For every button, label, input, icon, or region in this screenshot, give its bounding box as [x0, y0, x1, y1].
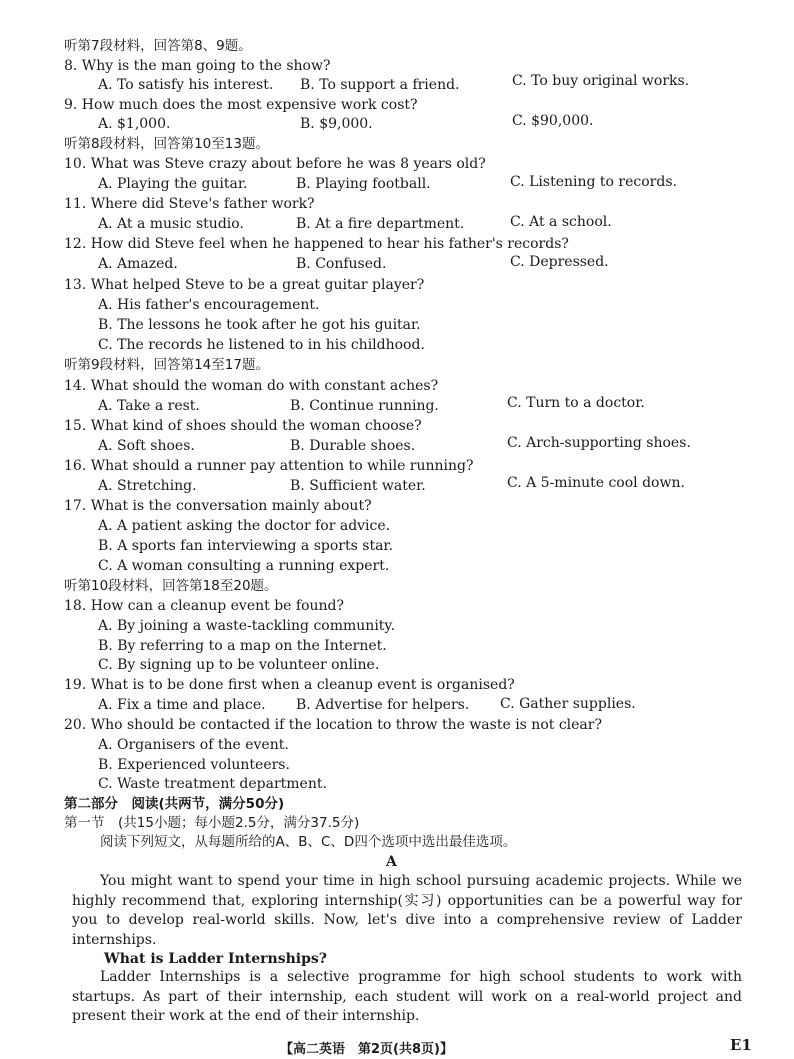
question-10: 10. What was Steve crazy about before he was 8 years old? — [64, 156, 486, 172]
option-9a: A. $1,000. — [98, 116, 171, 132]
section-heading-7: 听第7段材料，回答第8、9题。 — [64, 38, 252, 54]
passage-subheading: What is Ladder Internships? — [104, 951, 327, 967]
option-18b: B. By referring to a map on the Internet. — [98, 638, 387, 654]
option-8a: A. To satisfy his interest. — [98, 77, 274, 93]
option-8c: C. To buy original works. — [512, 73, 690, 89]
option-18a: A. By joining a waste-tackling community. — [98, 618, 395, 634]
option-8b: B. To support a friend. — [300, 77, 460, 93]
question-9: 9. How much does the most expensive work cost? — [64, 97, 418, 113]
option-13c: C. The records he listened to in his childhood. — [98, 337, 425, 353]
option-9c: C. $90,000. — [512, 113, 594, 129]
option-17b: B. A sports fan interviewing a sports star. — [98, 538, 394, 554]
question-16: 16. What should a runner pay attention to while running? — [64, 458, 474, 474]
option-20a: A. Organisers of the event. — [98, 737, 289, 753]
section-heading-8: 听第8段材料，回答第10至13题。 — [64, 136, 269, 152]
option-10c: C. Listening to records. — [510, 174, 677, 190]
option-10a: A. Playing the guitar. — [98, 176, 248, 192]
question-19: 19. What is to be done first when a cleanup event is organised? — [64, 677, 515, 693]
reading-section-heading: 第一节 (共15小题；每小题2.5分，满分37.5分) — [64, 815, 360, 831]
option-14c: C. Turn to a doctor. — [507, 395, 645, 411]
passage-paragraph-2: Ladder Internships is a selective programme for high school students to work with startups. As part of their internship, each student will work on a real-world project and present their work at the end of their internship. — [72, 969, 742, 1024]
option-19a: A. Fix a time and place. — [98, 697, 266, 713]
option-19b: B. Advertise for helpers. — [296, 697, 470, 713]
option-12c: C. Depressed. — [510, 254, 609, 270]
option-20b: B. Experienced volunteers. — [98, 757, 290, 773]
question-12: 12. How did Steve feel when he happened to hear his father's records? — [64, 236, 569, 252]
paper-code: E1 — [730, 1036, 752, 1054]
question-17: 17. What is the conversation mainly about? — [64, 498, 372, 514]
option-20c: C. Waste treatment department. — [98, 776, 327, 792]
option-16a: A. Stretching. — [98, 478, 197, 494]
option-12a: A. Amazed. — [98, 256, 178, 272]
option-15c: C. Arch-supporting shoes. — [507, 435, 691, 451]
option-12b: B. Confused. — [296, 256, 387, 272]
question-15: 15. What kind of shoes should the woman choose? — [64, 418, 422, 434]
question-18: 18. How can a cleanup event be found? — [64, 598, 345, 614]
option-11c: C. At a school. — [510, 214, 612, 230]
option-16b: B. Sufficient water. — [290, 478, 426, 494]
option-15b: B. Durable shoes. — [290, 438, 416, 454]
option-9b: B. $9,000. — [300, 116, 373, 132]
section-heading-9: 听第9段材料，回答第14至17题。 — [64, 357, 269, 373]
reading-part-heading: 第二部分 阅读(共两节，满分50分) — [64, 796, 285, 812]
option-13a: A. His father's encouragement. — [98, 297, 320, 313]
option-17a: A. A patient asking the doctor for advice. — [98, 518, 391, 534]
option-14a: A. Take a rest. — [98, 398, 200, 414]
option-17c: C. A woman consulting a running expert. — [98, 558, 390, 574]
section-heading-10: 听第10段材料，回答第18至20题。 — [64, 578, 278, 594]
question-13: 13. What helped Steve to be a great guitar player? — [64, 277, 425, 293]
option-16c: C. A 5-minute cool down. — [507, 475, 685, 491]
option-18c: C. By signing up to be volunteer online. — [98, 657, 380, 673]
page-footer-info: 【高二英语 第2页(共8页)】 — [280, 1042, 453, 1057]
option-14b: B. Continue running. — [290, 398, 439, 414]
passage-paragraph-1: You might want to spend your time in high school pursuing academic projects. While we highly recommend that, exploring internship(实习) opportunities can be a powerful way for you to develop real-world skills. Now, let's dive into a comprehensive review of Ladder internships. — [72, 873, 742, 948]
passage-label: A — [386, 854, 397, 870]
option-11a: A. At a music studio. — [98, 216, 244, 232]
option-19c: C. Gather supplies. — [500, 696, 636, 712]
option-10b: B. Playing football. — [296, 176, 431, 192]
reading-instruction: 阅读下列短文，从每题所给的A、B、C、D四个选项中选出最佳选项。 — [100, 834, 517, 850]
question-14: 14. What should the woman do with constant aches? — [64, 378, 439, 394]
option-15a: A. Soft shoes. — [98, 438, 195, 454]
question-20: 20. Who should be contacted if the location to throw the waste is not clear? — [64, 717, 602, 733]
question-11: 11. Where did Steve's father work? — [64, 196, 315, 212]
option-11b: B. At a fire department. — [296, 216, 465, 232]
option-13b: B. The lessons he took after he got his guitar. — [98, 317, 421, 333]
question-8: 8. Why is the man going to the show? — [64, 58, 331, 74]
